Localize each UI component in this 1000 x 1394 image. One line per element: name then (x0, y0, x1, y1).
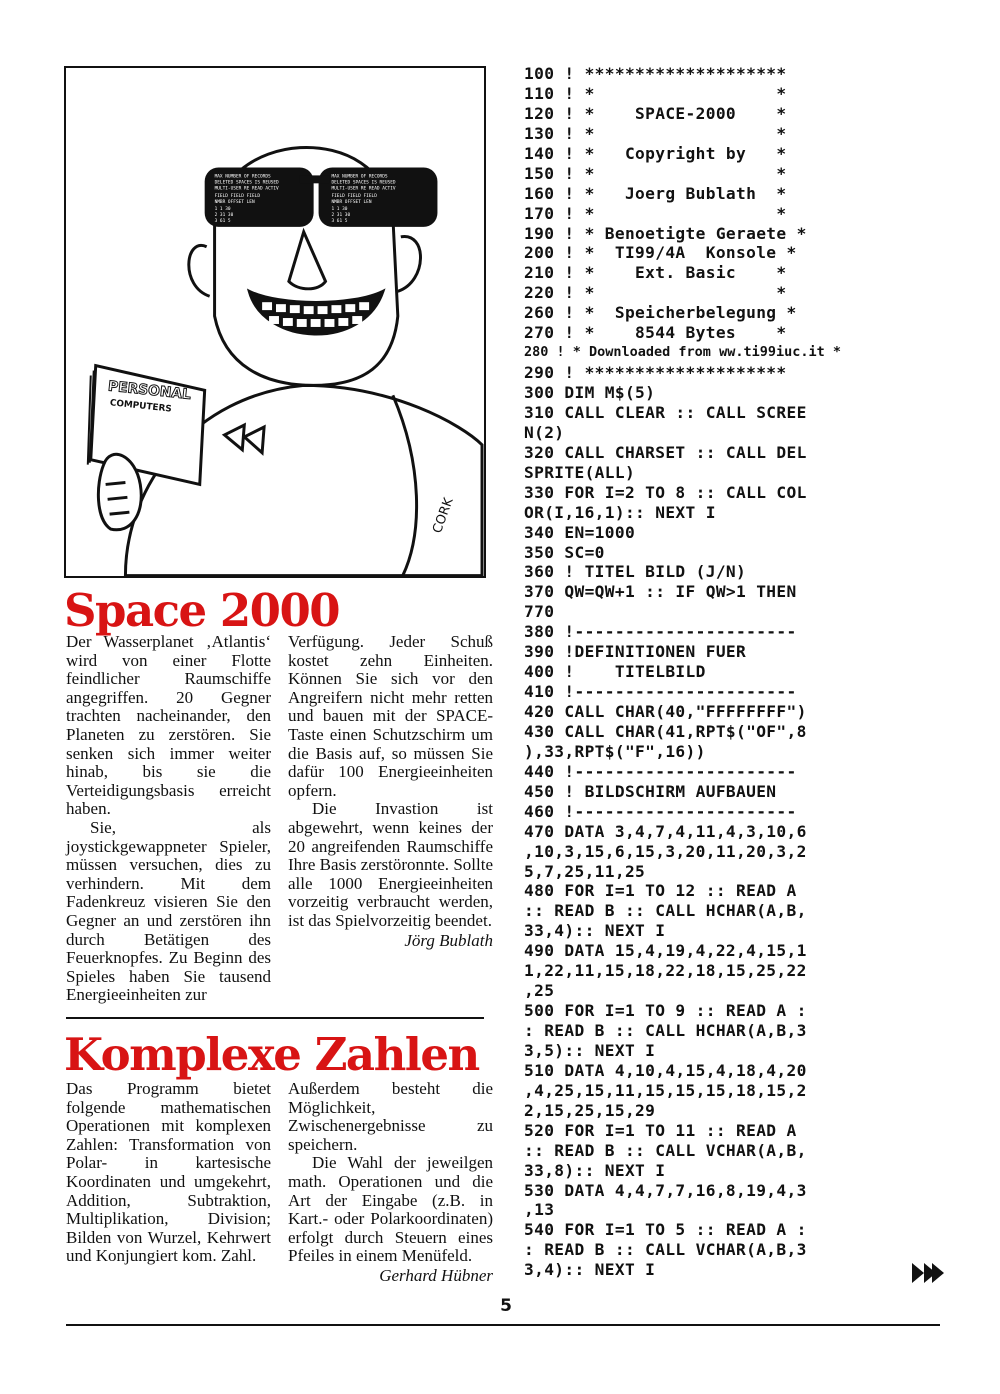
lens-text-6: 1 1 30 (214, 207, 231, 213)
code-line: 260 ! * Speicherbelegung * (524, 303, 797, 323)
paragraph: Außerdem besteht die Möglichkeit, Zwischenergebnisse zu speichern. (288, 1079, 493, 1154)
basic-code-listing (524, 64, 876, 1280)
code-line: 320 CALL CHARSET :: CALL DEL (524, 442, 807, 462)
code-line: 370 QW=QW+1 :: IF QW>1 THEN (524, 582, 797, 602)
code-line: 220 ! * * (524, 283, 787, 303)
code-line: 310 CALL CLEAR :: CALL SCREE (524, 402, 807, 422)
code-line: SPRITE(ALL) (524, 462, 636, 482)
code-line: 500 FOR I=1 TO 9 :: READ A : (524, 1001, 807, 1021)
paragraph: Die Invastion ist abgewehrt, wenn keines der 20 angreifenden Raumschiffe Ihre Basis zerstöronnte. Sollte alle 1000 Energieeinheiten vorzeitig verbraucht werden, ist das Spielvorzeitig beendet. (288, 799, 493, 930)
article-1-column-2 (288, 633, 493, 950)
cartoon-drawing (66, 68, 484, 576)
lens-text-8: 3 61 5 (214, 218, 231, 224)
code-line: 160 ! * Joerg Bublath * (524, 183, 787, 203)
lens-text-r1: MAX NUMBER OF RECORDS (331, 174, 388, 180)
lens-text-2: DELETED SPACES IS REUSED (214, 180, 279, 186)
code-line: 210 ! * Ext. Basic * (524, 263, 787, 283)
code-line: 480 FOR I=1 TO 12 :: READ A (524, 881, 797, 901)
code-line: 380 !---------------------- (524, 622, 797, 642)
article-2-column-2 (288, 1080, 493, 1286)
code-line: 400 ! TITELBILD (524, 662, 706, 682)
paragraph: Verfügung. Jeder Schuß kostet zehn Einheiten. Können Sie sich vor den Angreifern nicht mehr retten und bauen mit der SPACE-Taste einen Schutzschirm um die Basis auf, so müssen Sie dafür 100 Energieeinheiten opfern. (288, 632, 493, 800)
code-line: 270 ! * 8544 Bytes * (524, 323, 787, 343)
code-line: 420 CALL CHAR(40,"FFFFFFFF") (524, 702, 807, 721)
code-line: 530 DATA 4,4,7,7,16,8,19,4,3 (524, 1180, 807, 1200)
lens-text-3: MULTI-USER RE READ ACTIV (214, 186, 279, 192)
code-line: 3,5):: NEXT I (524, 1040, 656, 1060)
code-line: 3,4):: NEXT I (524, 1260, 656, 1280)
code-line: 200 ! * TI99/4A Konsole * (524, 243, 797, 263)
magazine-subtitle: COMPUTERS (109, 398, 173, 415)
paragraph: Das Programm bietet folgende mathematischen Operationen mit komplexen Zahlen: Transformation von Polar- in kartesische Koordinaten und umgekehrt, Addition, Subtraktion, Multiplikation, Division; Bilden von Wurzel, Kehrwert und Konjungiert kom. Zahl. (66, 1079, 271, 1266)
code-line: 100 ! ******************** (524, 64, 787, 83)
code-line: 130 ! * * (524, 123, 787, 143)
article-title-space-2000: Space 2000 (64, 584, 340, 637)
page-number: 5 (500, 1296, 512, 1316)
magazine-title: PERSONAL (107, 378, 192, 404)
code-line: ,25 (524, 981, 555, 1001)
paragraph: Der Wasserplanet ‚Atlantis‘ wird von einer Flotte feindlicher Raumschiffe angegriffen. 20 Gegner trachten nacheinander, den Planeten zu zerstören. Sie senken sich immer weiter hinab, bis sie die Verteidigungsbasis erreicht haben. (66, 632, 271, 819)
code-line: 470 DATA 3,4,7,4,11,4,3,10,6 (524, 821, 807, 841)
lens-text-r5: NMBR OFFSET LEN (331, 200, 372, 206)
code-line: :: READ B :: CALL HCHAR(A,B, (524, 901, 807, 921)
code-line: : READ B :: CALL VCHAR(A,B,3 (524, 1240, 807, 1260)
lens-text-r4: FIELD FIELD FIELD (331, 194, 377, 200)
code-line: 520 FOR I=1 TO 11 :: READ A (524, 1120, 797, 1140)
author-byline: Jörg Bublath (404, 930, 493, 950)
code-line: :: READ B :: CALL VCHAR(A,B, (524, 1140, 807, 1160)
code-line: ),33,RPT$("F",16)) (524, 741, 706, 761)
code-line: ,10,3,15,6,15,3,20,11,20,3,2 (524, 841, 807, 861)
code-line: ,4,25,15,11,15,15,15,18,15,2 (524, 1080, 807, 1100)
code-line: 33,4):: NEXT I (524, 921, 666, 941)
continue-arrow-icon (910, 1260, 946, 1286)
code-line: 280 ! * Downloaded from ww.ti99iuc.it * (524, 344, 841, 361)
lens-text-r8: 3 61 5 (331, 218, 348, 224)
lens-text-7: 2 31 30 (214, 213, 234, 219)
code-line: ,13 (524, 1200, 555, 1220)
code-line: 410 !---------------------- (524, 682, 797, 702)
code-line: 450 ! BILDSCHIRM AUFBAUEN (524, 781, 777, 801)
code-line: N(2) (524, 422, 565, 442)
code-line: 190 ! * Benoetigte Geraete * (524, 223, 807, 243)
code-line: 440 !---------------------- (524, 761, 797, 781)
code-line: 360 ! TITEL BILD (J/N) (524, 562, 747, 582)
cartoon-illustration (64, 66, 486, 578)
code-line: 110 ! * * (524, 83, 787, 103)
code-line: 150 ! * * (524, 163, 787, 183)
code-line: 330 FOR I=2 TO 8 :: CALL COL (524, 482, 807, 502)
code-line: 1,22,11,15,18,22,18,15,25,22 (524, 961, 807, 981)
code-line: 390 !DEFINITIONEN FUER (524, 642, 747, 662)
code-line: 290 ! ******************** (524, 363, 787, 383)
paragraph: Die Wahl der jeweilgen math. Operationen und die Art der Eingabe (z.B. in Kart.- oder Polarkoordinaten) erfolgt durch Steuern eines Pfeiles in einem Menüfeld. (288, 1153, 493, 1266)
lens-text-5: NMBR OFFSET LEN (214, 200, 255, 206)
paragraph: Sie, als joystickgewappneter Spieler, müssen versuchen, dies zu verhindern. Mit dem Fadenkreuz visieren Sie den Gegner an und zerstören ihn durch Betätigen des Feuerknopfes. Zu Beginn des Spieles haben Sie tausend Energieeinheiten zur (66, 817, 271, 1005)
code-line: 430 CALL CHAR(41,RPT$("OF",8 (524, 721, 807, 741)
code-line: 350 SC=0 (524, 542, 605, 562)
footer-rule (66, 1324, 940, 1326)
lens-text-1: MAX NUMBER OF RECORDS (214, 174, 271, 180)
lens-text-r3: MULTI-USER RE READ ACTIV (331, 186, 396, 192)
code-line: 2,15,25,15,29 (524, 1100, 656, 1120)
section-divider (66, 1017, 484, 1019)
code-line: 540 FOR I=1 TO 5 :: READ A : (524, 1220, 807, 1240)
code-line: 770 (524, 602, 555, 622)
code-line: 490 DATA 15,4,19,4,22,4,15,1 (524, 941, 807, 961)
code-line: 460 !---------------------- (524, 801, 797, 821)
code-line: 33,8):: NEXT I (524, 1160, 666, 1180)
lens-text-r7: 2 31 30 (331, 213, 351, 219)
article-title-komplexe-zahlen: Komplexe Zahlen (64, 1028, 479, 1081)
lens-text-r6: 1 1 30 (331, 207, 348, 213)
code-line: OR(I,16,1):: NEXT I (524, 502, 716, 522)
code-line: 510 DATA 4,10,4,15,4,18,4,20 (524, 1060, 807, 1080)
code-line: 300 DIM M$(5) (524, 383, 656, 402)
lens-text-4: FIELD FIELD FIELD (214, 194, 261, 200)
artist-signature: CORK (430, 495, 457, 536)
article-2-column-1 (66, 1080, 271, 1266)
code-line: 5,7,25,11,25 (524, 861, 646, 881)
author-byline: Gerhard Hübner (379, 1265, 493, 1285)
code-line: 340 EN=1000 (524, 522, 636, 542)
lens-text-r2: DELETED SPACES IS REUSED (331, 180, 396, 186)
article-1-column-1 (66, 633, 271, 1005)
code-line: : READ B :: CALL HCHAR(A,B,3 (524, 1021, 807, 1040)
code-line: 140 ! * Copyright by * (524, 143, 787, 163)
code-line: 120 ! * SPACE-2000 * (524, 103, 787, 123)
code-line: 170 ! * * (524, 203, 787, 223)
